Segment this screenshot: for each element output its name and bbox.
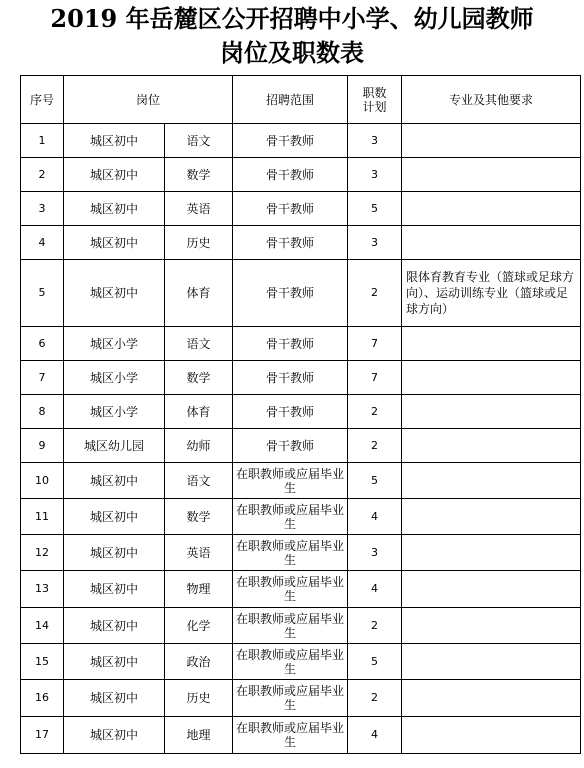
cell-count: 2 — [348, 395, 402, 429]
cell-area: 城区初中 — [64, 124, 165, 158]
cell-subject: 政治 — [165, 644, 233, 680]
cell-count: 2 — [348, 260, 402, 327]
cell-seq: 3 — [21, 192, 64, 226]
cell-area: 城区初中 — [64, 644, 165, 680]
table-row — [21, 327, 581, 361]
table-row — [21, 680, 581, 717]
cell-requirements — [402, 395, 581, 429]
cell-subject: 幼师 — [165, 429, 233, 463]
cell-requirements — [402, 644, 581, 680]
cell-seq: 16 — [21, 680, 64, 717]
cell-count: 4 — [348, 717, 402, 754]
cell-count: 3 — [348, 158, 402, 192]
cell-area: 城区初中 — [64, 192, 165, 226]
table-row — [21, 499, 581, 535]
cell-area: 城区初中 — [64, 499, 165, 535]
table-row — [21, 192, 581, 226]
cell-scope: 在职教师或应届毕业生 — [233, 608, 348, 644]
cell-scope: 骨干教师 — [233, 327, 348, 361]
table-row — [21, 608, 581, 644]
cell-subject: 英语 — [165, 192, 233, 226]
positions-table — [20, 75, 581, 754]
cell-requirements — [402, 499, 581, 535]
cell-requirements — [402, 463, 581, 499]
cell-seq: 10 — [21, 463, 64, 499]
cell-requirements — [402, 226, 581, 260]
cell-subject: 数学 — [165, 499, 233, 535]
cell-area: 城区初中 — [64, 463, 165, 499]
cell-requirements — [402, 327, 581, 361]
cell-count: 5 — [348, 192, 402, 226]
cell-scope: 骨干教师 — [233, 361, 348, 395]
cell-count: 3 — [348, 226, 402, 260]
table-row — [21, 260, 581, 327]
cell-scope: 骨干教师 — [233, 429, 348, 463]
cell-count: 5 — [348, 644, 402, 680]
cell-scope: 骨干教师 — [233, 260, 348, 327]
cell-count: 7 — [348, 361, 402, 395]
cell-requirements — [402, 192, 581, 226]
cell-seq: 9 — [21, 429, 64, 463]
header-row — [21, 76, 581, 124]
cell-area: 城区初中 — [64, 158, 165, 192]
cell-subject: 语文 — [165, 124, 233, 158]
cell-scope: 骨干教师 — [233, 124, 348, 158]
cell-requirements — [402, 158, 581, 192]
header-post: 岗位 — [64, 76, 233, 124]
header-count — [348, 76, 402, 124]
table-row — [21, 463, 581, 499]
table-row — [21, 717, 581, 754]
cell-seq: 5 — [21, 260, 64, 327]
table-row — [21, 644, 581, 680]
cell-count: 4 — [348, 571, 402, 608]
cell-seq: 8 — [21, 395, 64, 429]
cell-seq: 13 — [21, 571, 64, 608]
cell-area: 城区初中 — [64, 535, 165, 571]
cell-subject: 语文 — [165, 327, 233, 361]
header-seq: 序号 — [21, 76, 64, 124]
cell-count: 4 — [348, 499, 402, 535]
cell-requirements — [402, 571, 581, 608]
cell-subject: 体育 — [165, 395, 233, 429]
cell-scope: 在职教师或应届毕业生 — [233, 535, 348, 571]
cell-area: 城区小学 — [64, 395, 165, 429]
cell-seq: 2 — [21, 158, 64, 192]
cell-seq: 11 — [21, 499, 64, 535]
cell-subject: 数学 — [165, 158, 233, 192]
cell-requirements — [402, 429, 581, 463]
header-requirements: 专业及其他要求 — [402, 76, 581, 124]
cell-scope: 在职教师或应届毕业生 — [233, 499, 348, 535]
cell-subject: 化学 — [165, 608, 233, 644]
cell-scope: 骨干教师 — [233, 192, 348, 226]
cell-subject: 数学 — [165, 361, 233, 395]
cell-requirements — [402, 124, 581, 158]
cell-seq: 17 — [21, 717, 64, 754]
header-count-line2: 计划 — [362, 99, 387, 114]
cell-area: 城区初中 — [64, 680, 165, 717]
document-title-line2: 岗位及职数表 — [220, 38, 364, 67]
cell-count: 2 — [348, 608, 402, 644]
cell-seq: 7 — [21, 361, 64, 395]
cell-scope: 骨干教师 — [233, 158, 348, 192]
cell-area: 城区小学 — [64, 327, 165, 361]
cell-seq: 12 — [21, 535, 64, 571]
cell-subject: 语文 — [165, 463, 233, 499]
cell-seq: 1 — [21, 124, 64, 158]
cell-subject: 历史 — [165, 226, 233, 260]
cell-requirements — [402, 535, 581, 571]
cell-area: 城区初中 — [64, 260, 165, 327]
table-row — [21, 124, 581, 158]
cell-subject: 物理 — [165, 571, 233, 608]
table-row — [21, 571, 581, 608]
table-row — [21, 535, 581, 571]
cell-seq: 15 — [21, 644, 64, 680]
table-row — [21, 158, 581, 192]
cell-area: 城区小学 — [64, 361, 165, 395]
cell-subject: 地理 — [165, 717, 233, 754]
cell-scope: 骨干教师 — [233, 226, 348, 260]
table-row — [21, 429, 581, 463]
cell-scope: 在职教师或应届毕业生 — [233, 463, 348, 499]
cell-scope: 在职教师或应届毕业生 — [233, 717, 348, 754]
cell-requirements — [402, 680, 581, 717]
cell-area: 城区初中 — [64, 226, 165, 260]
cell-requirements — [402, 361, 581, 395]
cell-subject: 体育 — [165, 260, 233, 327]
cell-seq: 6 — [21, 327, 64, 361]
table-row — [21, 226, 581, 260]
header-scope: 招聘范围 — [233, 76, 348, 124]
cell-requirements — [402, 717, 581, 754]
cell-count: 2 — [348, 429, 402, 463]
cell-requirements: 限体育教育专业（篮球或足球方向）、运动训练专业（篮球或足球方向） — [402, 260, 581, 327]
cell-scope: 骨干教师 — [233, 395, 348, 429]
cell-seq: 14 — [21, 608, 64, 644]
cell-count: 2 — [348, 680, 402, 717]
cell-count: 7 — [348, 327, 402, 361]
table-row — [21, 395, 581, 429]
cell-count: 5 — [348, 463, 402, 499]
cell-scope: 在职教师或应届毕业生 — [233, 680, 348, 717]
cell-subject: 历史 — [165, 680, 233, 717]
cell-subject: 英语 — [165, 535, 233, 571]
cell-area: 城区初中 — [64, 717, 165, 754]
cell-seq: 4 — [21, 226, 64, 260]
cell-area: 城区初中 — [64, 608, 165, 644]
cell-count: 3 — [348, 124, 402, 158]
cell-count: 3 — [348, 535, 402, 571]
cell-requirements — [402, 608, 581, 644]
document-title-line1: 2019 年岳麓区公开招聘中小学、幼儿园教师 — [50, 4, 534, 33]
cell-area: 城区初中 — [64, 571, 165, 608]
cell-area: 城区幼儿园 — [64, 429, 165, 463]
header-count-line1: 职数 — [362, 85, 387, 100]
table-row — [21, 361, 581, 395]
cell-scope: 在职教师或应届毕业生 — [233, 571, 348, 608]
cell-scope: 在职教师或应届毕业生 — [233, 644, 348, 680]
